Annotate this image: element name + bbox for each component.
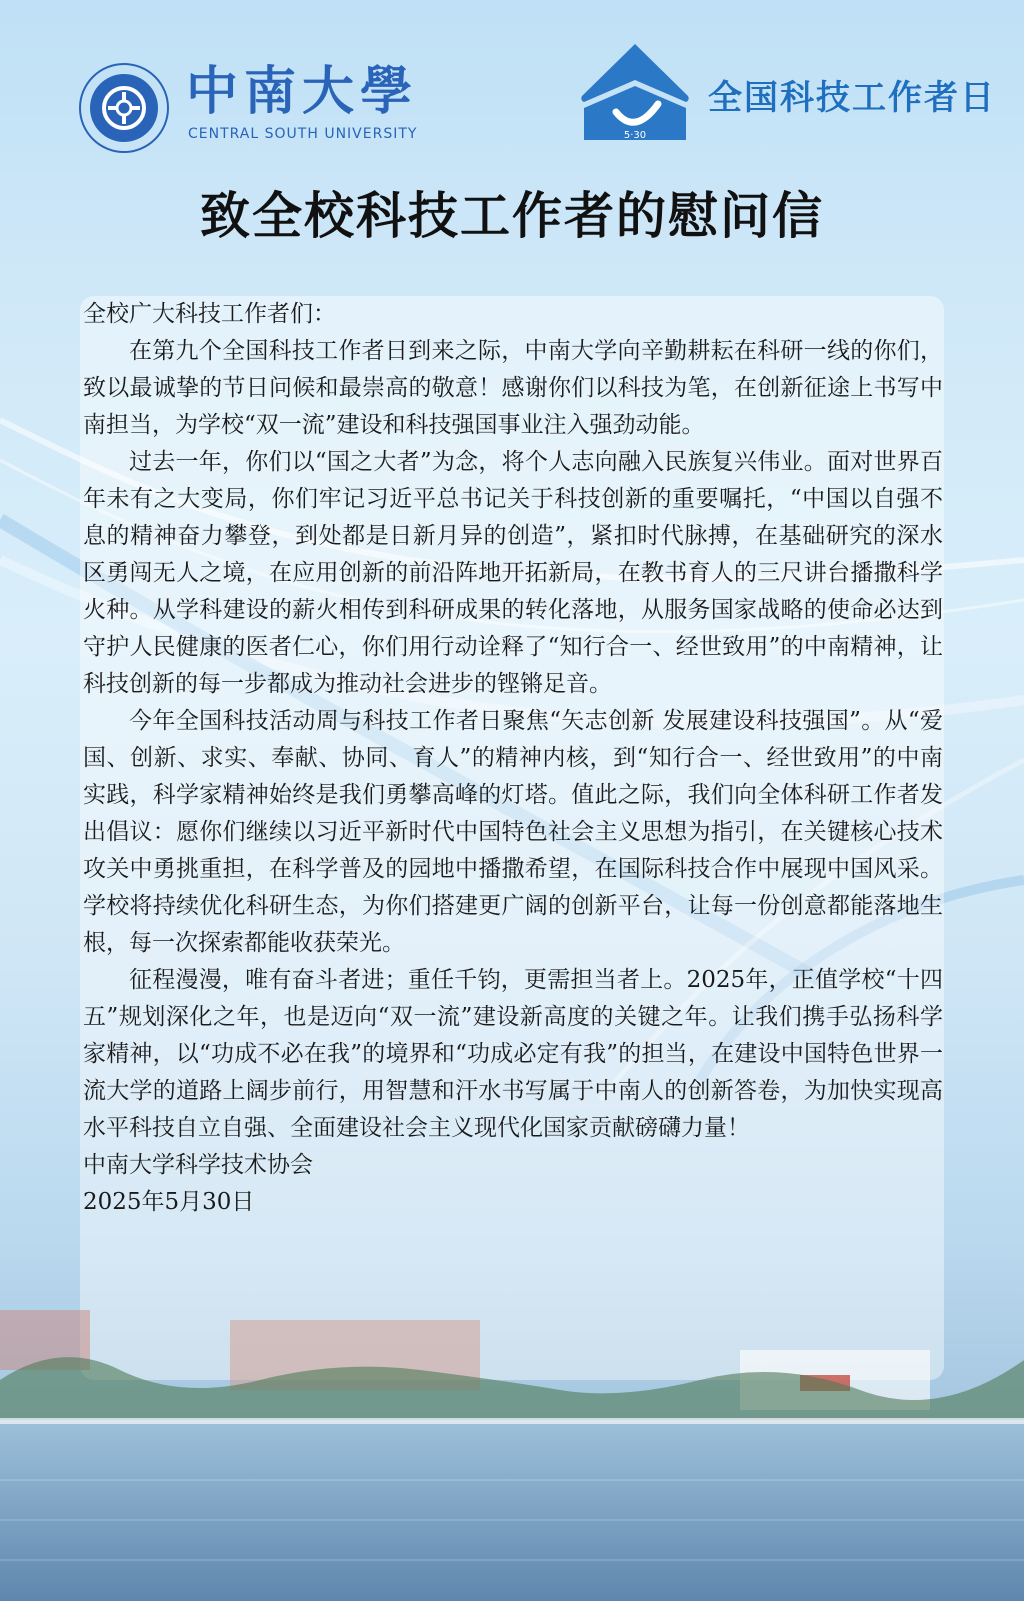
letter-signature: 中南大学科学技术协会 (83, 1152, 313, 1178)
day-logo-caption: 5·30 (623, 130, 647, 141)
science-day-title: 全国科技工作者日 (708, 78, 996, 118)
letter-paragraph: 征程漫漫，唯有奋斗者进；重任千钧，更需担当者上。2025年，正值学校“十四五”规划深化之年，也是迈向“双一流”建设新高度的关键之年。让我们携手弘扬科学家精神，以“功成不必在我”的境界和“功成必定有我”的担当，在建设中国特色世界一流大学的道路上阔步前行，用智慧和汗水书写属于中南人的创新答卷，为加快实现高水平科技自立自强、全面建设社会主义现代化国家贡献磅礴力量！ (83, 967, 943, 1141)
science-day-logo (576, 40, 694, 146)
university-name: 中南大學 (186, 61, 419, 122)
letter-paragraph: 过去一年，你们以“国之大者”为念，将个人志向融入民族复兴伟业。面对世界百年未有之大变局，你们牢记习近平总书记关于科技创新的重要嘱托，“中国以自强不息的精神奋力攀登，到处都是日新月异的创造”，紧扣时代脉搏，在基础研究的深水区勇闯无人之境，在应用创新的前沿阵地开拓新局，在教书育人的三尺讲台播撒科学火种。从学科建设的薪火相传到科研成果的转化落地，从服务国家战略的使命必达到守护人民健康的医者仁心，你们用行动诠释了“知行合一、经世致用”的中南精神，让科技创新的每一步都成为推动社会进步的铿锵足音。 (83, 449, 943, 697)
university-name-en: CENTRAL SOUTH UNIVERSITY (188, 126, 418, 142)
page-title: 致全校科技工作者的慰问信 (200, 187, 824, 245)
campus-scenery-image (0, 1300, 1024, 1601)
letter-paragraph: 今年全国科技活动周与科技工作者日聚焦“矢志创新 发展建设科技强国”。从“爱国、创新、求实、奉献、协同、育人”的精神内核，到“知行合一、经世致用”的中南实践，科学家精神始终是我们勇攀高峰的灯塔。值此之际，我们向全体科研工作者发出倡议：愿你们继续以习近平新时代中国特色社会主义思想为指引，在关键核心技术攻关中勇挑重担，在科学普及的园地中播撒希望，在国际科技合作中展现中国风采。学校将持续优化科研生态，为你们搭建更广阔的创新平台，让每一份创意都能落地生根，每一次探索都能收获荣光。 (83, 708, 943, 956)
letter-body (83, 296, 943, 1221)
letter-salutation: 全校广大科技工作者们： (83, 301, 336, 327)
letter-paragraph: 在第九个全国科技工作者日到来之际，中南大学向辛勤耕耘在科研一线的你们，致以最诚挚的节日问候和最崇高的敬意！感谢你们以科技为笔，在创新征途上书写中南担当，为学校“双一流”建设和科技强国事业注入强劲动能。 (83, 338, 943, 438)
header (0, 0, 1024, 170)
letter-date: 2025年5月30日 (83, 1189, 255, 1215)
csu-seal-logo (78, 62, 170, 154)
